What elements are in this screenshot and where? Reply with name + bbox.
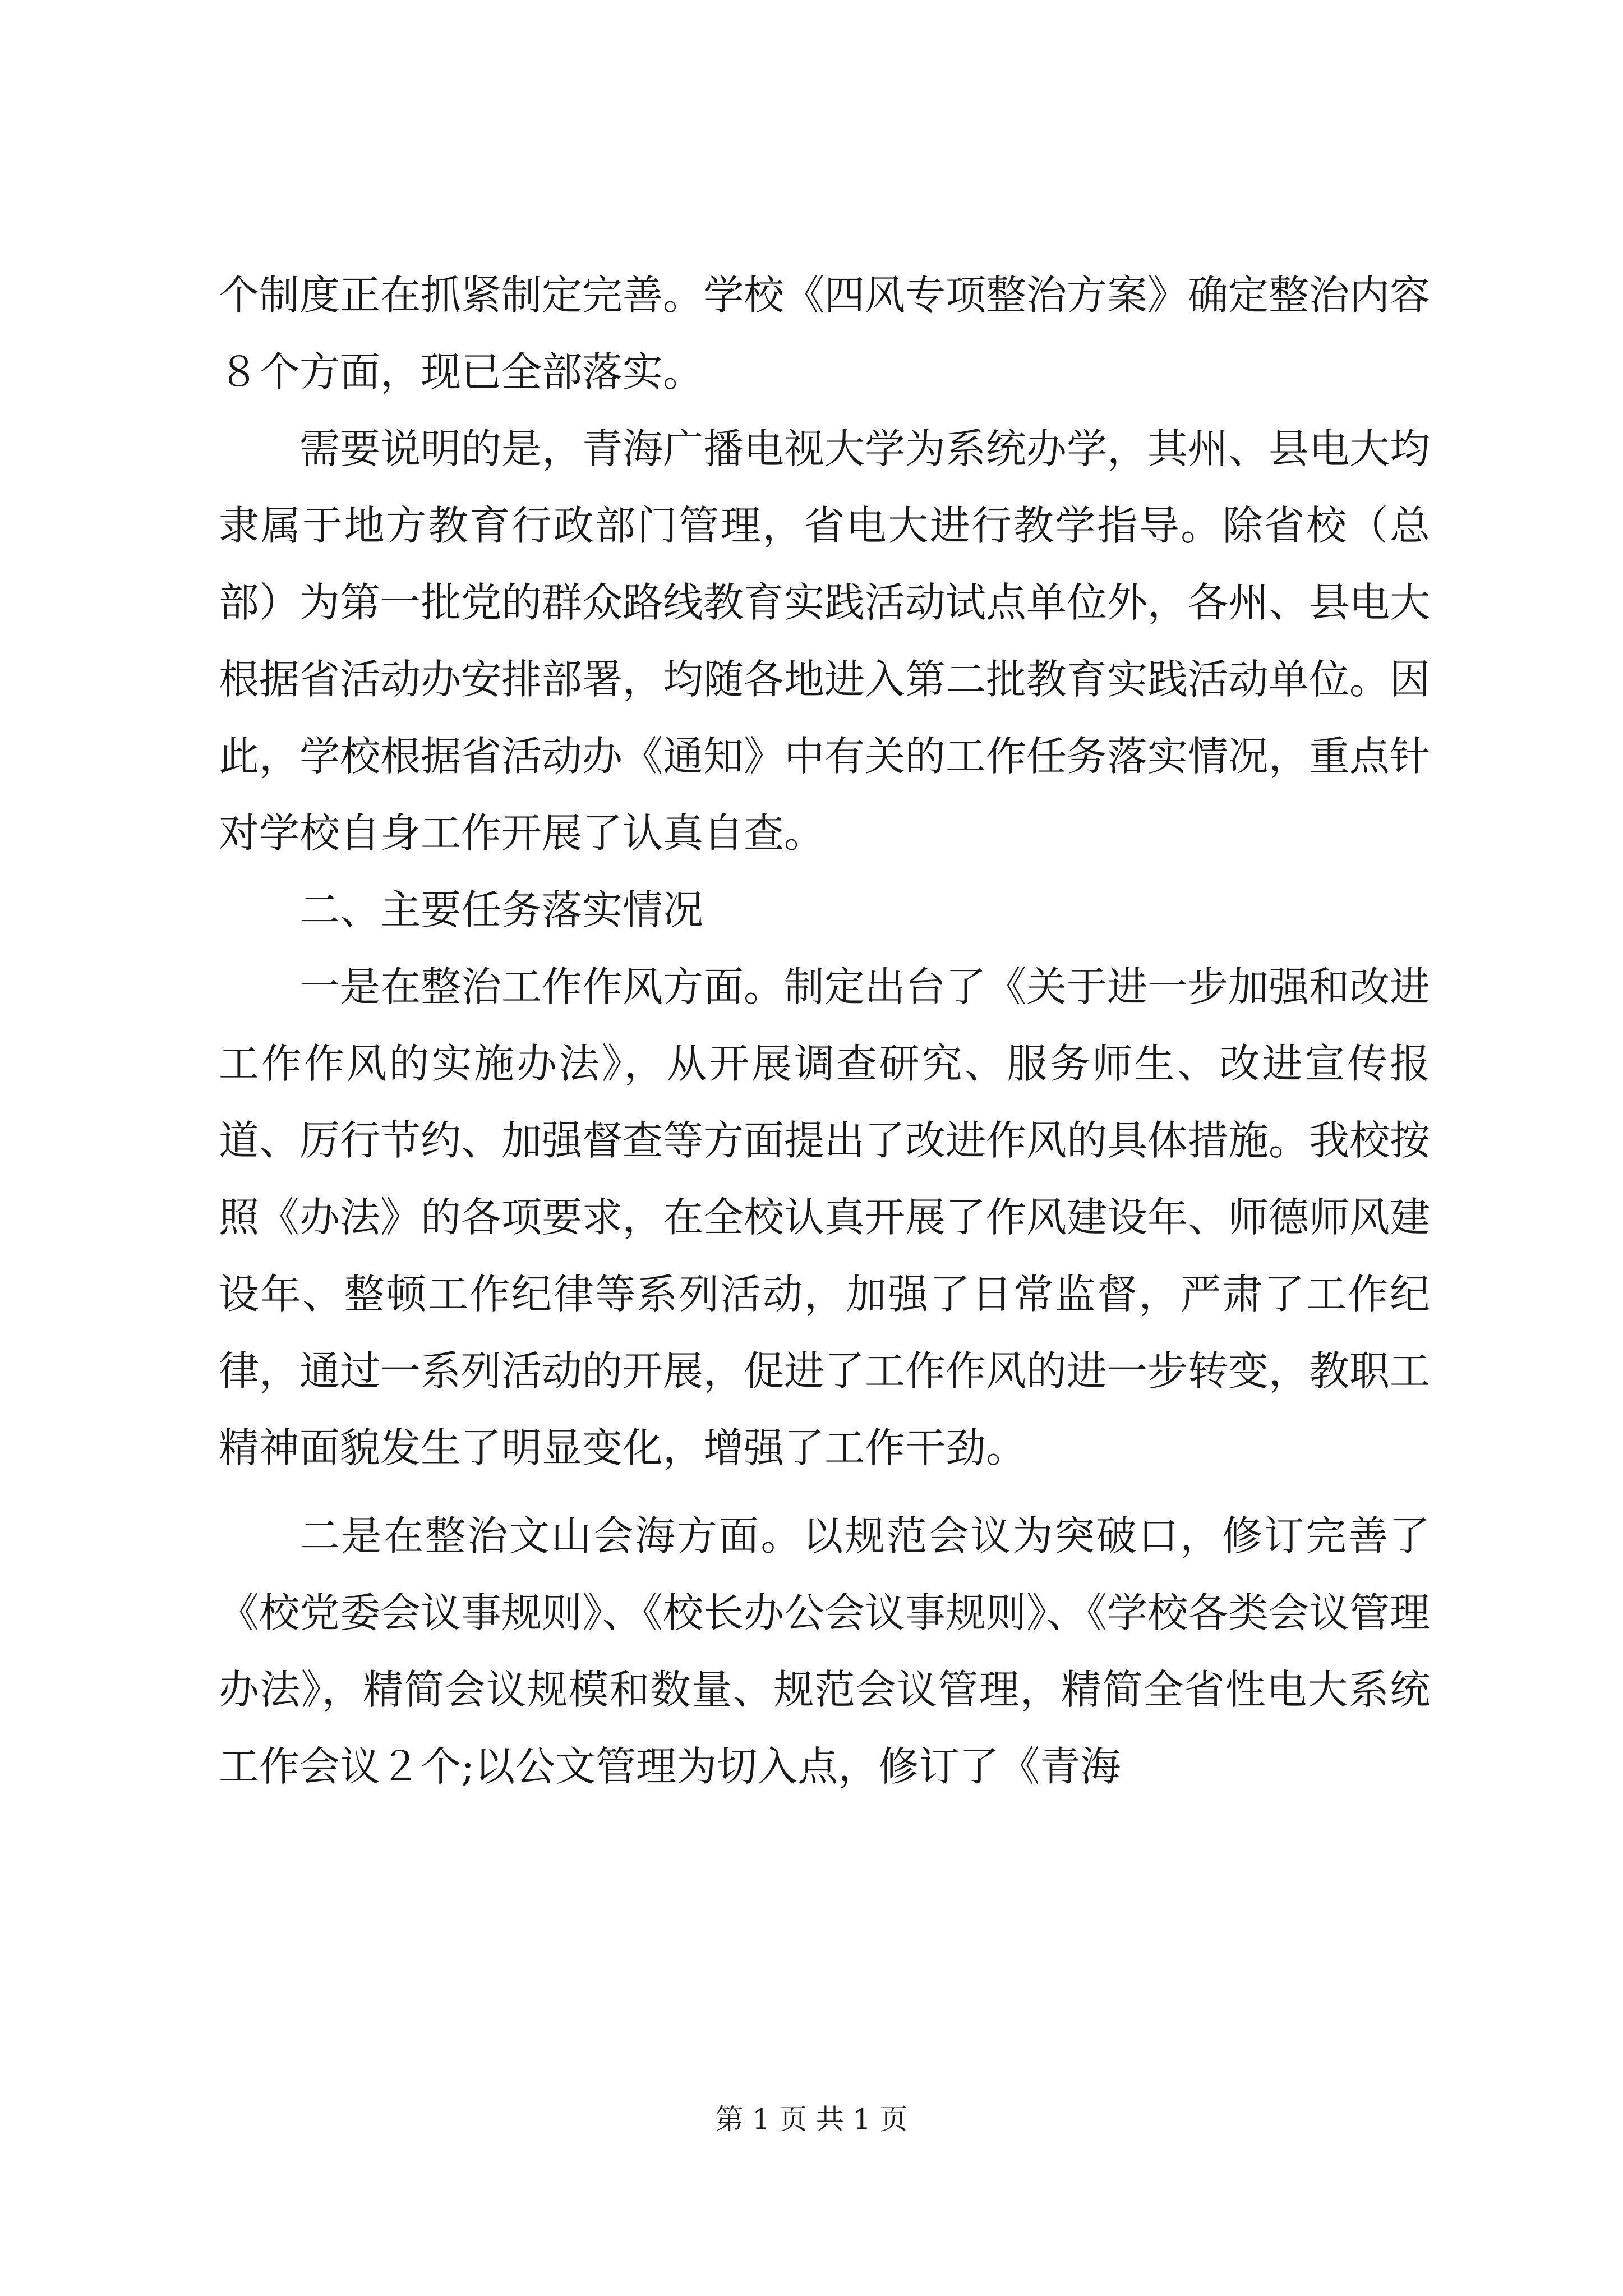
- document-body: [219, 257, 1430, 1805]
- page-footer: 第 1 页 共 1 页: [715, 2103, 908, 2136]
- paragraph-work-style: 一是在整治工作作风方面。制定出台了《关于进一步加强和改进工作作风的实施办法》，从开展调查研究、服务师生、改进宣传报道、厉行节约、加强督查等方面提出了改进作风的具体措施。我校按照《办法》的各项要求，在全校认真开展了作风建设年、师德师风建设年、整顿工作纪律等系列活动，加强了日常监督，严肃了工作纪律，通过一系列活动的开展，促进了工作作风的进一步转变，教职工精神面貌发生了明显变化，增强了工作干劲。: [219, 963, 1431, 1471]
- section-heading: 二、主要任务落实情况: [299, 886, 704, 933]
- paragraph-meetings: 二是在整治文山会海方面。以规范会议为突破口，修订完善了《校党委会议事规则》、《校长办公会议事规则》、《学校各类会议管理办法》，精简会议规模和数量、规范会议管理，精简全省性电大系统工作会议２个;以公文管理为切入点，修订了《青海: [219, 1512, 1431, 1790]
- paragraph-continuation: 个制度正在抓紧制定完善。学校《四风专项整治方案》确定整治内容８个方面，现已全部落实。: [219, 272, 1431, 395]
- paragraph-explanation: 需要说明的是，青海广播电视大学为系统办学，其州、县电大均隶属于地方教育行政部门管理，省电大进行教学指导。除省校（总部）为第一批党的群众路线教育实践活动试点单位外，各州、县电大根据省活动办安排部署，均随各地进入第二批教育实践活动单位。因此，学校根据省活动办《通知》中有关的工作任务落实情况，重点针对学校自身工作开展了认真自查。: [219, 425, 1431, 857]
